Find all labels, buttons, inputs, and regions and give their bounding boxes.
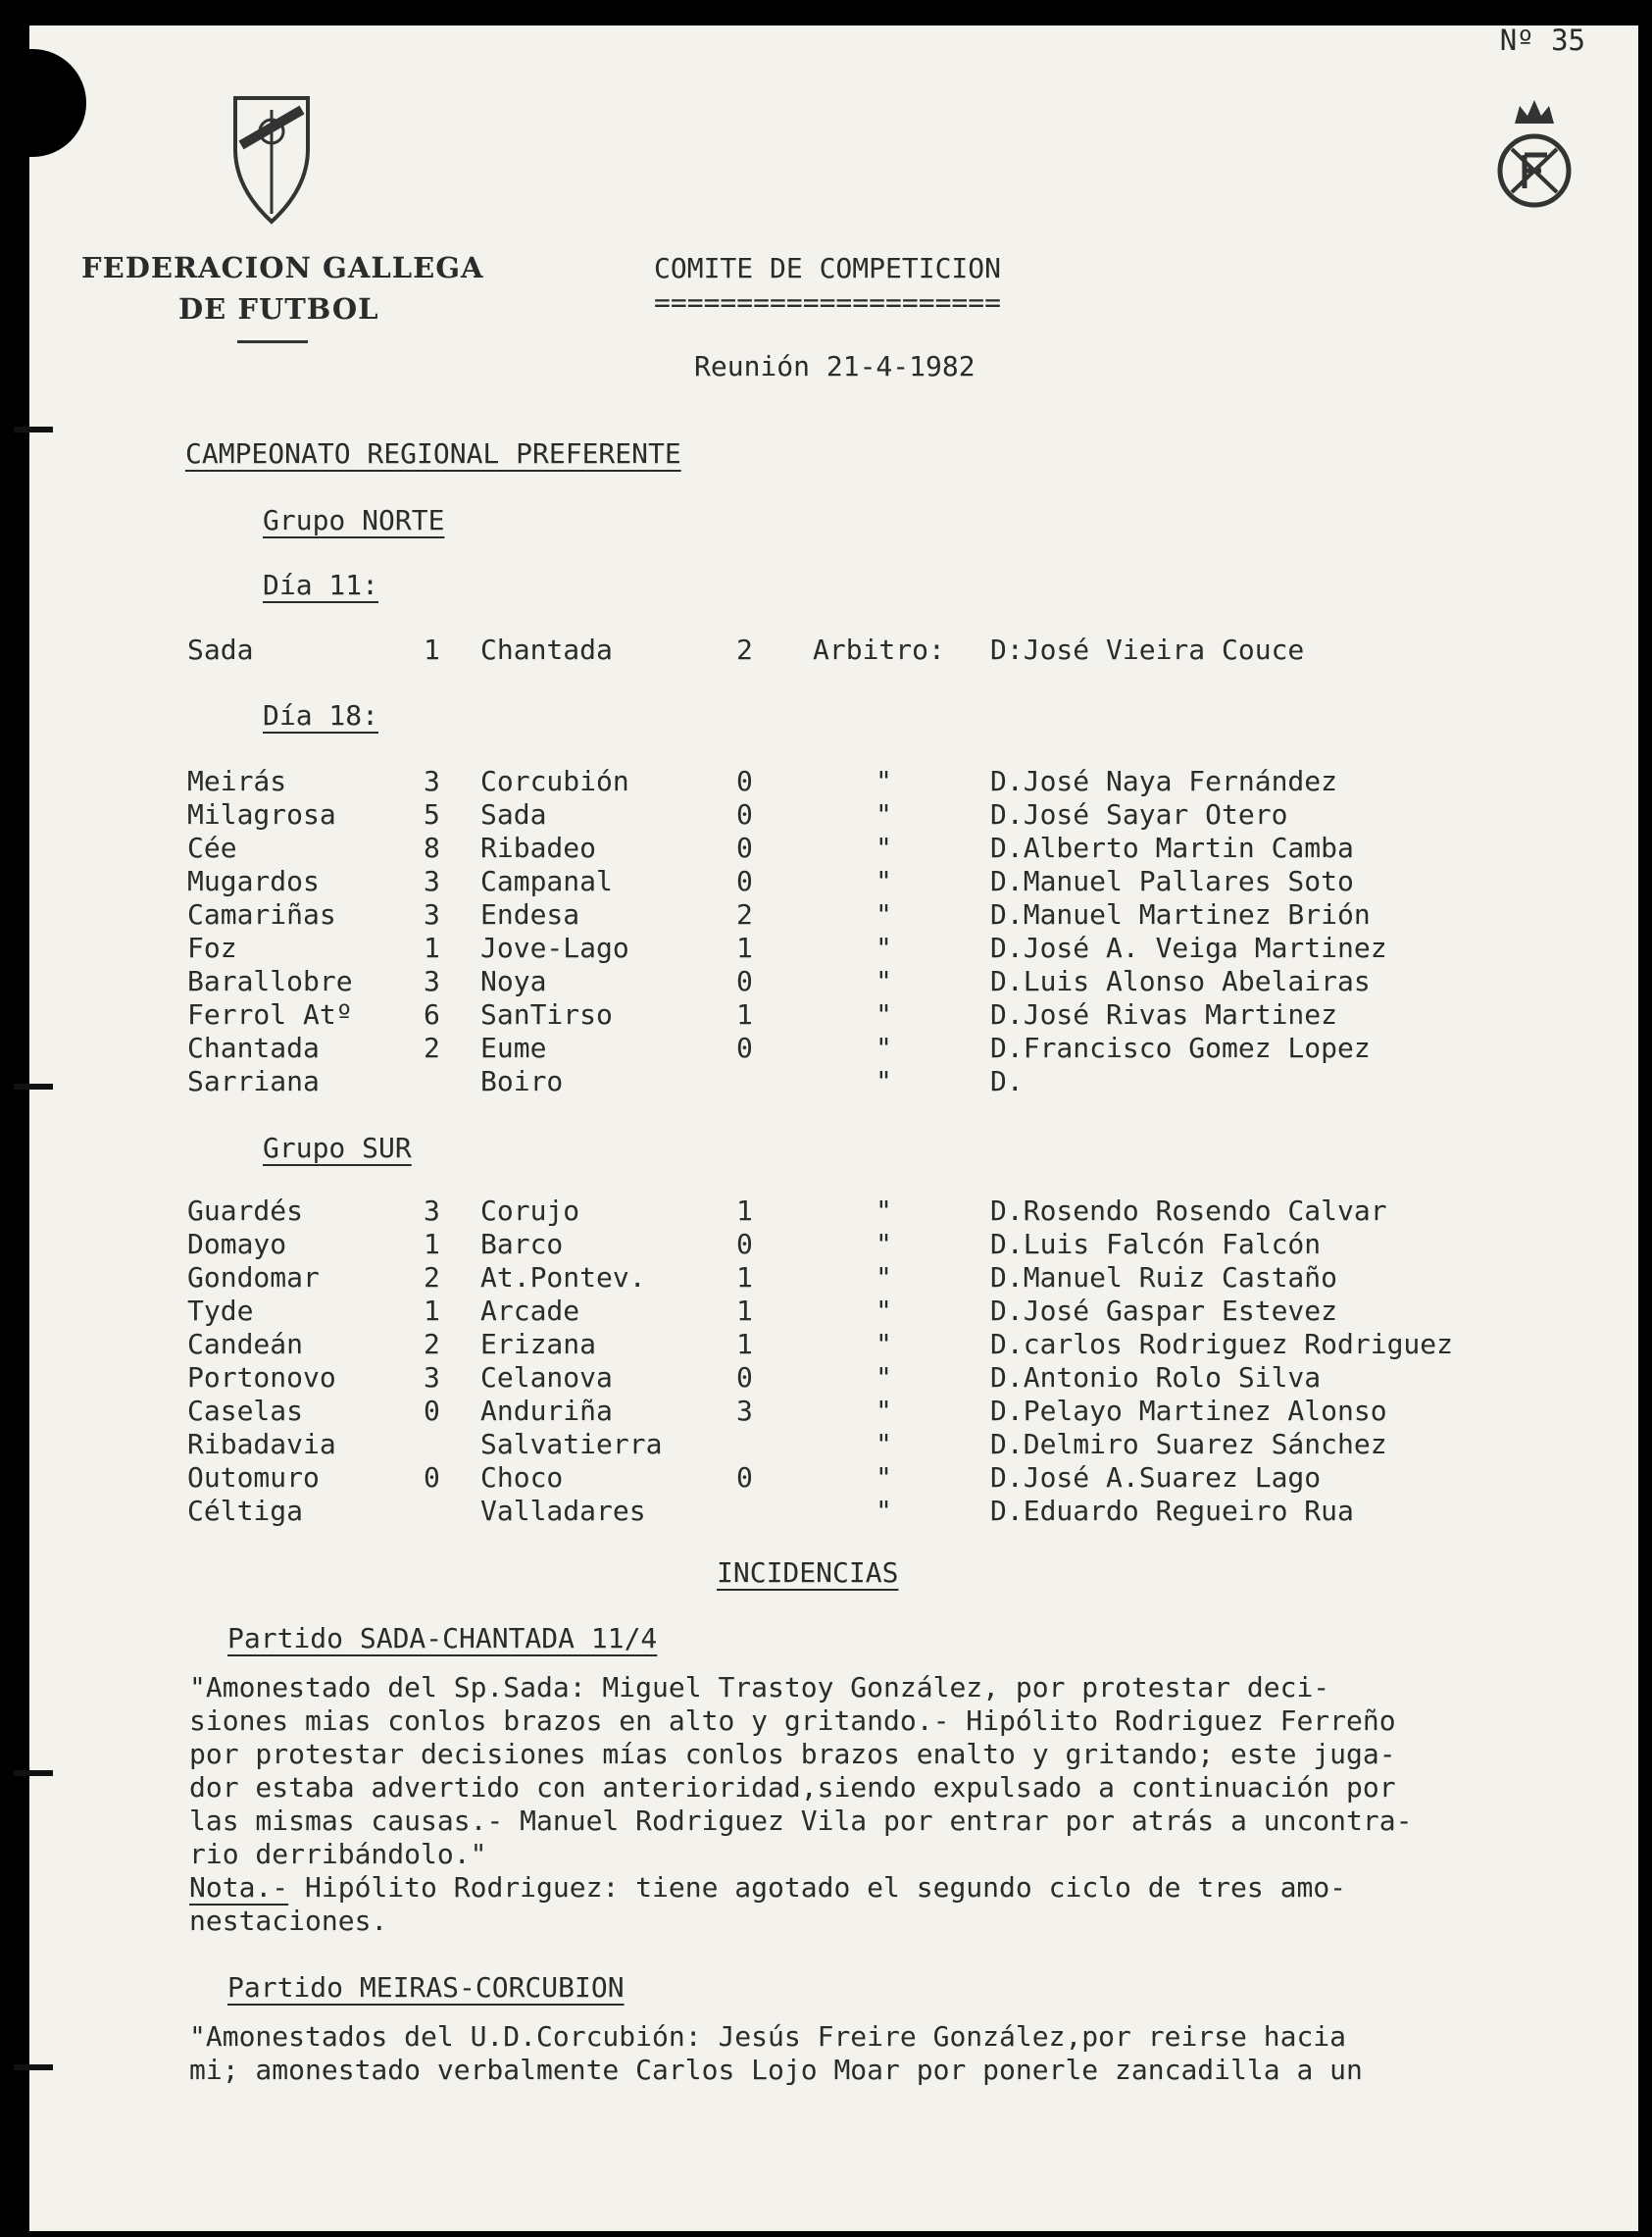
committee-rule: =====================: [654, 286, 1002, 319]
federation-emblem-icon: [1492, 94, 1577, 212]
ditto-mark: ": [876, 765, 892, 797]
match-row: [0, 1261, 1652, 1295]
home-score: 1: [424, 634, 440, 666]
away-score: 0: [736, 1032, 753, 1064]
note-text: Hipólito Rodriguez: tiene agotado el segundo ciclo de tres amo- nestaciones.: [189, 1871, 1347, 1937]
ditto-mark: ": [876, 1195, 892, 1227]
ditto-mark: ": [876, 1295, 892, 1327]
away-score: 0: [736, 798, 753, 831]
home-team: Domayo: [187, 1228, 287, 1260]
home-score: 0: [424, 1461, 440, 1494]
referee-name: D.Manuel Pallares Soto: [990, 865, 1354, 897]
meeting-date: Reunión 21-4-1982: [694, 350, 976, 382]
referee-name: D.: [990, 1065, 1024, 1097]
match-row: [0, 1032, 1652, 1065]
incident-match2-text: "Amonestados del U.D.Corcubión: Jesús Freire González,por reirse hacia mi; amonestado verbalmente Carlos Lojo Moar por ponerle zancadilla a un: [189, 2020, 1363, 2086]
match-row: [0, 1228, 1652, 1261]
away-score: 1: [736, 1295, 753, 1327]
match-row: [0, 765, 1652, 798]
away-score: 0: [736, 832, 753, 864]
away-score: 0: [736, 765, 753, 797]
home-score: 1: [424, 1295, 440, 1327]
away-team: Noya: [480, 965, 547, 997]
match-row: [0, 1395, 1652, 1428]
referee-name: D.Delmiro Suarez Sánchez: [990, 1428, 1387, 1460]
home-team: Candeán: [187, 1328, 304, 1360]
referee-name: D.José Sayar Otero: [990, 798, 1288, 831]
ditto-mark: ": [876, 1495, 892, 1527]
away-score: 0: [736, 1461, 753, 1494]
group-norte-title: Grupo NORTE: [263, 504, 445, 536]
referee-name: D.Alberto Martin Camba: [990, 832, 1354, 864]
away-team: Erizana: [480, 1328, 597, 1360]
match-row: [0, 1065, 1652, 1098]
away-team: Choco: [480, 1461, 564, 1494]
referee-name: D.Francisco Gomez Lopez: [990, 1032, 1371, 1064]
committee-title: COMITE DE COMPETICION: [654, 252, 1002, 284]
ditto-mark: ": [876, 965, 892, 997]
document-number: Nº 35: [1499, 24, 1585, 57]
away-team: Campanal: [480, 865, 613, 897]
day18-heading: Día 18:: [263, 699, 379, 732]
shield-logo-icon: [227, 90, 316, 226]
ditto-mark: ": [876, 1461, 892, 1494]
home-score: 8: [424, 832, 440, 864]
away-score: 0: [736, 1228, 753, 1260]
punch-mark: [14, 2064, 53, 2070]
match-row: [0, 798, 1652, 832]
away-team: Ribadeo: [480, 832, 597, 864]
home-score: 2: [424, 1328, 440, 1360]
away-score: 1: [736, 1328, 753, 1360]
home-team: Milagrosa: [187, 798, 336, 831]
away-team: Corcubión: [480, 765, 629, 797]
ditto-mark: ": [876, 932, 892, 964]
home-team: Céltiga: [187, 1495, 304, 1527]
home-team: Foz: [187, 932, 237, 964]
home-team: Sada: [187, 634, 254, 666]
divider: [237, 340, 308, 343]
incident-note: [189, 1871, 1630, 1938]
away-team: Anduriña: [480, 1395, 613, 1427]
home-team: Caselas: [187, 1395, 304, 1427]
incident-match1-text: "Amonestado del Sp.Sada: Miguel Trastoy González, por protestar deci- siones mias conlos brazos en alto y gritando.- Hipólito Rodriguez Ferreño por protestar decisiones mías conlos brazos enalto y gritando; este juga- dor estaba advertido con anterioridad,siendo expulsado a continuación por las mismas causas.- Manuel Rodriguez Vila por entrar por atrás a uncontra- rio derribándolo.": [189, 1671, 1413, 1870]
away-score: 0: [736, 1361, 753, 1394]
home-score: 3: [424, 765, 440, 797]
away-score: 1: [736, 998, 753, 1031]
referee-name: D.Pelayo Martinez Alonso: [990, 1395, 1387, 1427]
away-team: Boiro: [480, 1065, 564, 1097]
punch-mark: [14, 427, 53, 432]
match-row: [0, 832, 1652, 865]
home-score: 6: [424, 998, 440, 1031]
home-score: 3: [424, 1361, 440, 1394]
away-team: SanTirso: [480, 998, 613, 1031]
home-team: Ferrol Atº: [187, 998, 353, 1031]
championship-title: CAMPEONATO REGIONAL PREFERENTE: [185, 437, 681, 470]
ditto-mark: ": [876, 998, 892, 1031]
home-score: 5: [424, 798, 440, 831]
away-score: 1: [736, 1195, 753, 1227]
home-team: Barallobre: [187, 965, 353, 997]
referee-name: D.Eduardo Regueiro Rua: [990, 1495, 1354, 1527]
home-team: Portonovo: [187, 1361, 336, 1394]
away-score: 0: [736, 865, 753, 897]
home-team: Tyde: [187, 1295, 254, 1327]
home-score: 2: [424, 1032, 440, 1064]
match-row: [0, 634, 1652, 667]
home-score: 3: [424, 865, 440, 897]
away-team: Celanova: [480, 1361, 613, 1394]
home-team: Cée: [187, 832, 237, 864]
match-row: [0, 932, 1652, 965]
home-team: Mugardos: [187, 865, 320, 897]
ditto-mark: ": [876, 832, 892, 864]
home-team: Guardés: [187, 1195, 304, 1227]
home-team: Outomuro: [187, 1461, 320, 1494]
referee-name: D.Manuel Martinez Brión: [990, 898, 1371, 931]
ditto-mark: ": [876, 1065, 892, 1097]
referee-label: Arbitro:: [813, 634, 945, 666]
ditto-mark: ": [876, 1328, 892, 1360]
away-team: Corujo: [480, 1195, 580, 1227]
punch-mark: [14, 1770, 53, 1776]
home-team: Sarriana: [187, 1065, 320, 1097]
match-row: [0, 1428, 1652, 1461]
home-team: Ribadavia: [187, 1428, 336, 1460]
home-score: 1: [424, 932, 440, 964]
referee-name: D:José Vieira Couce: [990, 634, 1305, 666]
incident-match2-title: Partido MEIRAS-CORCUBION: [227, 1971, 625, 2004]
note-label: Nota.-: [189, 1871, 289, 1904]
match-row: [0, 1295, 1652, 1328]
home-score: 3: [424, 965, 440, 997]
home-team: Chantada: [187, 1032, 320, 1064]
away-score: 1: [736, 1261, 753, 1294]
org-name-line1: FEDERACION GALLEGA: [81, 251, 484, 284]
match-row: [0, 1361, 1652, 1395]
match-row: [0, 1461, 1652, 1495]
ditto-mark: ": [876, 1428, 892, 1460]
home-score: 3: [424, 898, 440, 931]
match-row: [0, 998, 1652, 1032]
referee-name: D.José A. Veiga Martinez: [990, 932, 1387, 964]
match-row: [0, 1495, 1652, 1528]
away-team: Sada: [480, 798, 547, 831]
ditto-mark: ": [876, 865, 892, 897]
away-score: 3: [736, 1395, 753, 1427]
home-team: Meirás: [187, 765, 287, 797]
away-score: 2: [736, 898, 753, 931]
home-score: 1: [424, 1228, 440, 1260]
incidencias-title: INCIDENCIAS: [717, 1556, 899, 1589]
referee-name: D.José A.Suarez Lago: [990, 1461, 1322, 1494]
away-team: Arcade: [480, 1295, 580, 1327]
home-score: 3: [424, 1195, 440, 1227]
ditto-mark: ": [876, 1261, 892, 1294]
match-row: [0, 1195, 1652, 1228]
ditto-mark: ": [876, 1395, 892, 1427]
referee-name: D.Manuel Ruiz Castaño: [990, 1261, 1338, 1294]
referee-name: D.José Gaspar Estevez: [990, 1295, 1338, 1327]
referee-name: D.Antonio Rolo Silva: [990, 1361, 1322, 1394]
away-score: 2: [736, 634, 753, 666]
away-score: 1: [736, 932, 753, 964]
ditto-mark: ": [876, 1361, 892, 1394]
home-score: 2: [424, 1261, 440, 1294]
away-team: Endesa: [480, 898, 580, 931]
ditto-mark: ": [876, 1032, 892, 1064]
match-row: [0, 965, 1652, 998]
home-score: 0: [424, 1395, 440, 1427]
incident-match1-title: Partido SADA-CHANTADA 11/4: [227, 1622, 658, 1654]
away-team: Salvatierra: [480, 1428, 663, 1460]
home-team: Gondomar: [187, 1261, 320, 1294]
match-row: [0, 865, 1652, 898]
away-team: Eume: [480, 1032, 547, 1064]
ditto-mark: ": [876, 798, 892, 831]
home-team: Camariñas: [187, 898, 336, 931]
referee-name: D.José Rivas Martinez: [990, 998, 1338, 1031]
referee-name: D.José Naya Fernández: [990, 765, 1338, 797]
day11-heading: Día 11:: [263, 569, 379, 601]
match-row: [0, 1328, 1652, 1361]
referee-name: D.Luis Falcón Falcón: [990, 1228, 1322, 1260]
away-score: 0: [736, 965, 753, 997]
ditto-mark: ": [876, 1228, 892, 1260]
referee-name: D.Luis Alonso Abelairas: [990, 965, 1371, 997]
ditto-mark: ": [876, 898, 892, 931]
referee-name: D.carlos Rodriguez Rodriguez: [990, 1328, 1454, 1360]
org-name-line2: DE FUTBOL: [178, 292, 379, 326]
referee-name: D.Rosendo Rosendo Calvar: [990, 1195, 1387, 1227]
away-team: Chantada: [480, 634, 613, 666]
group-sur-title: Grupo SUR: [263, 1132, 412, 1164]
match-row: [0, 898, 1652, 932]
away-team: Jove-Lago: [480, 932, 629, 964]
away-team: At.Pontev.: [480, 1261, 646, 1294]
away-team: Valladares: [480, 1495, 646, 1527]
away-team: Barco: [480, 1228, 564, 1260]
